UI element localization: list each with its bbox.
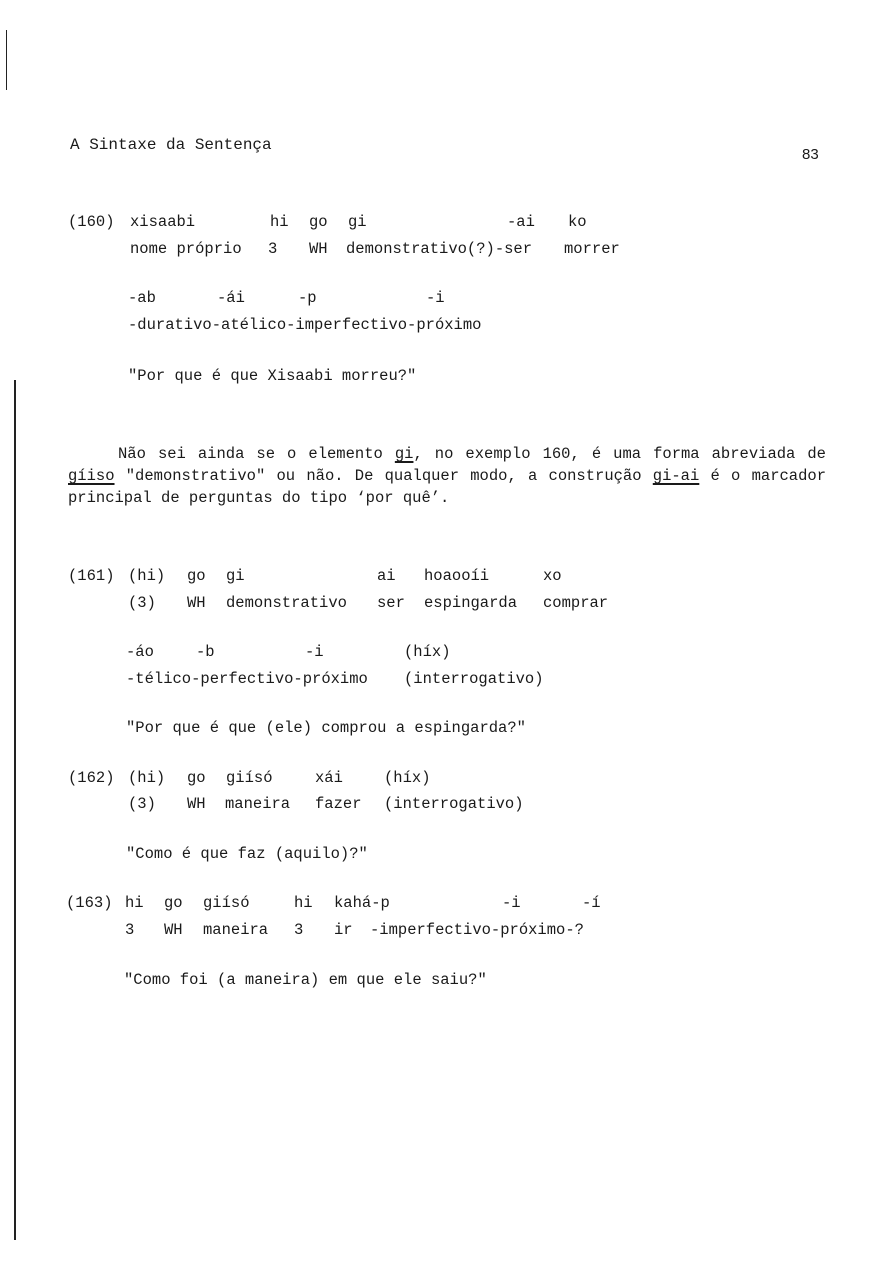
gloss: -télico-perfectivo-próximo bbox=[126, 670, 368, 688]
morpheme: -ab bbox=[128, 289, 156, 307]
morpheme: -i bbox=[305, 643, 324, 661]
gloss: demonstrativo(?)-ser bbox=[346, 240, 533, 258]
morpheme: (híx) bbox=[404, 643, 451, 661]
morpheme: -p bbox=[298, 289, 317, 307]
gloss: comprar bbox=[543, 594, 609, 612]
gloss: -durativo-atélico-imperfectivo-próximo bbox=[128, 316, 482, 334]
underlined-term-giiso: gíiso bbox=[68, 467, 115, 485]
morpheme: -i bbox=[502, 894, 521, 912]
morpheme: -ai bbox=[507, 213, 535, 231]
morpheme: go bbox=[309, 213, 328, 231]
body-paragraph bbox=[68, 443, 826, 509]
morpheme: -ái bbox=[217, 289, 245, 307]
paragraph-text: é o marcador principal de perguntas do tipo ‘por quê’. bbox=[68, 467, 827, 507]
paragraph-text: , no exemplo 160, é uma forma abreviada de bbox=[413, 445, 826, 463]
gloss: maneira bbox=[225, 795, 291, 813]
morpheme: -áo bbox=[126, 643, 154, 661]
running-title: A Sintaxe da Sentença bbox=[70, 136, 272, 154]
gloss: 3 bbox=[294, 921, 304, 939]
gloss: ser bbox=[377, 594, 405, 612]
morpheme: gi bbox=[226, 567, 245, 585]
morpheme: go bbox=[164, 894, 183, 912]
morpheme: -í bbox=[582, 894, 601, 912]
example-number: (163) bbox=[66, 894, 113, 912]
gloss: WH bbox=[164, 921, 183, 939]
morpheme: kahá-p bbox=[334, 894, 390, 912]
morpheme: gi bbox=[348, 213, 367, 231]
gloss: (3) bbox=[128, 594, 156, 612]
free-translation: "Por que é que Xisaabi morreu?" bbox=[128, 367, 417, 385]
morpheme: (hi) bbox=[128, 769, 166, 787]
morpheme: -b bbox=[196, 643, 215, 661]
example-number: (162) bbox=[68, 769, 115, 787]
morpheme: ai bbox=[377, 567, 396, 585]
paragraph-text: Não sei ainda se o elemento bbox=[118, 445, 395, 463]
gloss: 3 bbox=[268, 240, 278, 258]
gloss: ir bbox=[334, 921, 353, 939]
scan-edge-line bbox=[14, 380, 16, 1240]
gloss: WH bbox=[187, 594, 206, 612]
gloss: maneira bbox=[203, 921, 269, 939]
gloss: espingarda bbox=[424, 594, 518, 612]
gloss: -imperfectivo-próximo-? bbox=[370, 921, 584, 939]
free-translation: "Como foi (a maneira) em que ele saiu?" bbox=[124, 971, 487, 989]
morpheme: giísó bbox=[226, 769, 273, 787]
gloss: demonstrativo bbox=[226, 594, 347, 612]
scan-edge-mark bbox=[6, 30, 7, 90]
gloss: nome próprio bbox=[130, 240, 242, 258]
gloss: (interrogativo) bbox=[404, 670, 544, 688]
gloss: fazer bbox=[315, 795, 362, 813]
morpheme: go bbox=[187, 769, 206, 787]
morpheme: xisaabi bbox=[130, 213, 196, 231]
morpheme: -i bbox=[426, 289, 445, 307]
paragraph-text: "demonstrativo" ou não. De qualquer modo, a construção bbox=[114, 467, 653, 485]
morpheme: xái bbox=[315, 769, 343, 787]
gloss: WH bbox=[187, 795, 206, 813]
morpheme: ko bbox=[568, 213, 587, 231]
morpheme: (hi) bbox=[128, 567, 166, 585]
morpheme: go bbox=[187, 567, 206, 585]
example-number: (161) bbox=[68, 567, 115, 585]
gloss: morrer bbox=[564, 240, 620, 258]
free-translation: "Como é que faz (aquilo)?" bbox=[126, 845, 368, 863]
underlined-term-gi-ai: gi-ai bbox=[652, 467, 700, 485]
gloss: (interrogativo) bbox=[384, 795, 524, 813]
gloss: 3 bbox=[125, 921, 135, 939]
underlined-term-gi: gi bbox=[394, 445, 414, 463]
morpheme: hi bbox=[294, 894, 313, 912]
gloss: (3) bbox=[128, 795, 156, 813]
example-number: (160) bbox=[68, 213, 115, 231]
free-translation: "Por que é que (ele) comprou a espingarda?" bbox=[126, 719, 526, 737]
gloss: WH bbox=[309, 240, 328, 258]
morpheme: (híx) bbox=[384, 769, 431, 787]
morpheme: giísó bbox=[203, 894, 250, 912]
morpheme: hi bbox=[270, 213, 289, 231]
page-number: 83 bbox=[802, 146, 819, 163]
morpheme: hi bbox=[125, 894, 144, 912]
morpheme: hoaooíi bbox=[424, 567, 490, 585]
morpheme: xo bbox=[543, 567, 562, 585]
